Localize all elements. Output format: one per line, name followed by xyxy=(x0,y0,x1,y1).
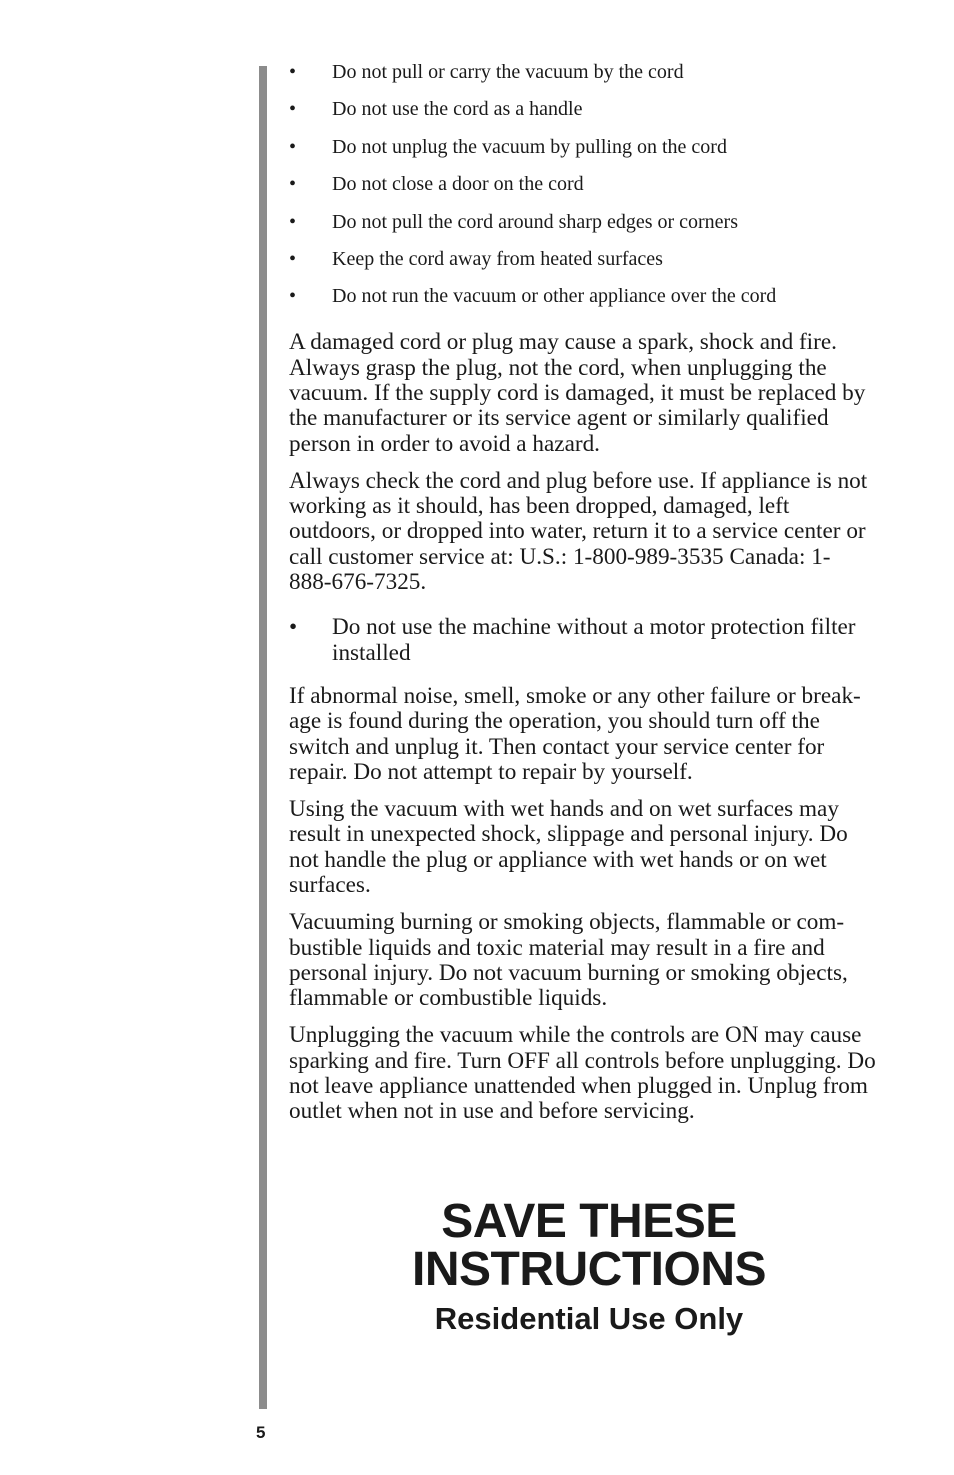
list-item: • Do not unplug the vacuum by pulling on the cord xyxy=(289,135,727,158)
damaged-cord-paragraph: A damaged cord or plug may cause a spark, shock and fire. Always grasp the plug, not the cord, when unplugging the vacuum. If the supply cord is damaged, it must be replaced by the manufacturer or its service agent or similarly qualified person in order to avoid a hazard. xyxy=(289,329,866,457)
list-item: • Do not run the vacuum or other appliance over the cord xyxy=(289,285,777,308)
bullet-icon: • xyxy=(289,61,297,83)
bullet-icon: • xyxy=(289,135,297,158)
check-cord-paragraph: Always check the cord and plug before use. If appliance is not working as it should, has been dropped, damaged, left outdoors, or dropped into water, return it to a service center or call customer service at: U.S.: 1-800-989-3535 Canada: 1-888-676-7325. xyxy=(289,467,868,596)
save-instructions-block xyxy=(289,1195,889,1337)
motor-filter-list xyxy=(289,615,889,666)
bullet-icon: • xyxy=(289,614,298,641)
bullet-icon: • xyxy=(289,247,297,270)
page-number: 5 xyxy=(256,1423,266,1442)
save-title-line1: SAVE THESE xyxy=(441,1195,737,1248)
bullet-icon: • xyxy=(289,98,297,121)
list-item: • Do not close a door on the cord xyxy=(289,173,584,196)
bullet-icon: • xyxy=(289,210,297,233)
save-title-line2: INSTRUCTIONS xyxy=(412,1243,766,1296)
abnormal-noise-paragraph: If abnormal noise, smell, smoke or any other failure or breakage is found during the operation, you should turn off the switch and unplug it. Then contact your service center for repair. Do not attempt to repair by yourself. xyxy=(289,682,861,785)
list-item: • Keep the cord away from heated surfaces xyxy=(289,247,663,270)
wet-hands-paragraph: Using the vacuum with wet hands and on wet surfaces may result in unexpected shock, slippage and personal injury. Do not handle the plug or appliance with wet hands or on wet surfaces. xyxy=(289,796,848,898)
safety-content xyxy=(289,59,889,1125)
list-item: • Do not use the machine without a motor protection filter installed xyxy=(289,614,856,666)
cord-rules-list xyxy=(289,59,889,309)
burning-objects-paragraph: Vacuuming burning or smoking objects, flammable or combustible liquids and toxic material may result in a fire and personal injury. Do not vacuum burning or smoking objects, flammable or combustible liquids. xyxy=(289,909,848,1012)
list-item: • Do not use the cord as a handle xyxy=(289,98,583,121)
bullet-icon: • xyxy=(289,173,297,196)
unplugging-paragraph: Unplugging the vacuum while the controls are ON may cause sparking and fire. Turn OFF all controls before unplugging. Do not leave appliance unattended when plugged in. Unplug from outlet when not in use and before servicing. xyxy=(289,1022,876,1125)
list-item: • Do not pull the cord around sharp edges or corners xyxy=(289,210,738,233)
margin-rule xyxy=(259,66,267,1409)
residential-use-subtitle: Residential Use Only xyxy=(434,1301,744,1336)
list-item: • Do not pull or carry the vacuum by the cord xyxy=(289,61,684,83)
bullet-icon: • xyxy=(289,285,297,308)
